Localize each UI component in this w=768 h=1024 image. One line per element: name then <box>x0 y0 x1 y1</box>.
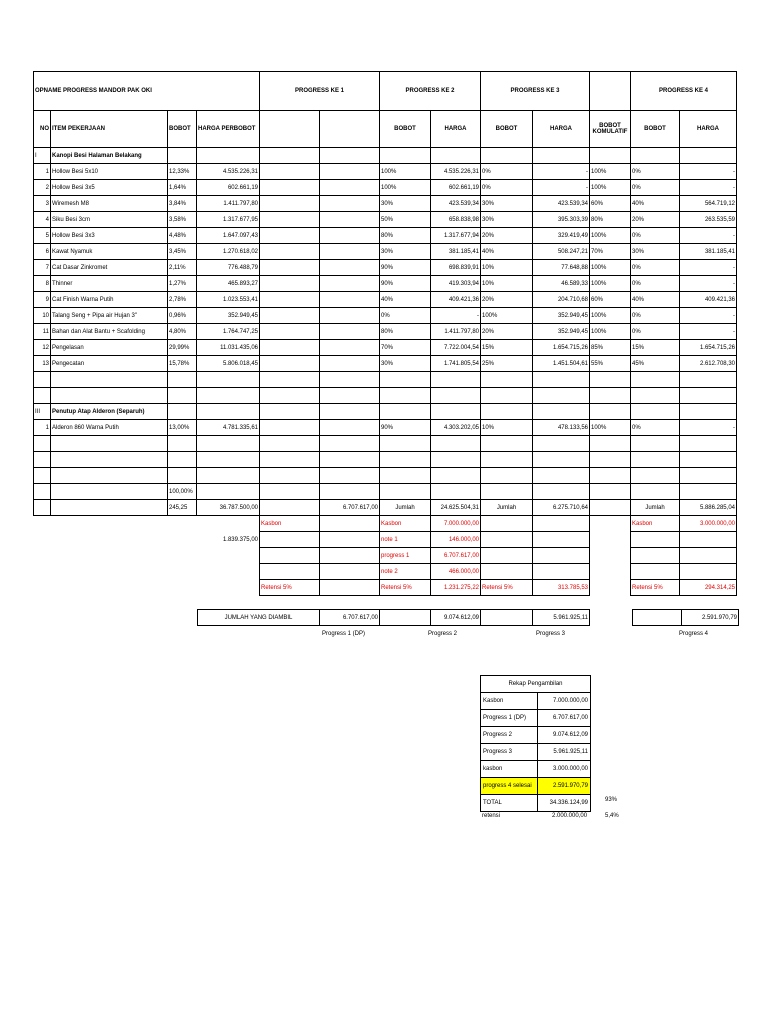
rekap-value: 3.000.000,00 <box>538 761 591 778</box>
rekap-retensi-value: 2.000.000,00 <box>552 813 588 819</box>
cell-no: 12 <box>34 340 51 356</box>
rekap-row <box>481 710 591 727</box>
cell-hpb: 1.270.618,02 <box>197 244 260 260</box>
cell-p3h: 1.451.504,61 <box>533 356 590 372</box>
item-rows <box>34 164 737 372</box>
cell-p4h: 381.185,41 <box>680 244 737 260</box>
rekap-title: Rekap Pengambilan <box>481 676 591 693</box>
table-row <box>34 244 737 260</box>
cell-p3h: - <box>533 180 590 196</box>
cell-kom: 100% <box>590 324 631 340</box>
header-p3-harga: HARGA <box>533 111 590 148</box>
cell-kom: 100% <box>590 228 631 244</box>
table-row <box>34 324 737 340</box>
header-p4-bobot: BOBOT <box>631 111 680 148</box>
kasbon-value-p2: 7.000.000,00 <box>431 516 481 532</box>
table-row <box>34 164 737 180</box>
cell-p3b: 0% <box>481 180 533 196</box>
rekap-row <box>481 693 591 710</box>
cell-kom: 55% <box>590 356 631 372</box>
cell-kom: 60% <box>590 292 631 308</box>
rekap-label: Progress 1 (DP) <box>481 710 538 727</box>
cell-p3h: - <box>533 164 590 180</box>
cell-item: Thinner <box>51 276 168 292</box>
cell-p2h: 1.741.805,54 <box>431 356 481 372</box>
cell-p2h: 381.185,41 <box>431 244 481 260</box>
table-row <box>34 292 737 308</box>
label-progress-4: Progress 4 <box>679 631 709 637</box>
cell-item: Siku Besi 3cm <box>51 212 168 228</box>
label-progress-3: Progress 3 <box>536 631 566 637</box>
cell-p4h: - <box>680 164 737 180</box>
cell-p3h: 395.303,39 <box>533 212 590 228</box>
total-progress-2: 24.625.504,31 <box>431 500 481 516</box>
note-1-value: 146.000,00 <box>431 532 481 548</box>
cell-p3b: 0% <box>481 164 533 180</box>
opname-table <box>33 71 737 596</box>
cell-p4h: 564.719,12 <box>680 196 737 212</box>
cell-item: Kawat Nyamuk <box>51 244 168 260</box>
retensi-label-p1: Retensi 5% <box>260 580 320 596</box>
progress-1-note-label: progress 1 <box>380 548 431 564</box>
cell-no: 1 <box>34 164 51 180</box>
rekap-row <box>481 744 591 761</box>
cell-hpb: 1.317.677,95 <box>197 212 260 228</box>
cell-p3b: 20% <box>481 324 533 340</box>
cell-p4b: 0% <box>631 228 680 244</box>
note-2-label: note 2 <box>380 564 431 580</box>
jumlah-label-p4: Jumlah <box>631 500 680 516</box>
cell-item: Bahan dan Alat Bantu + Scafolding <box>51 324 168 340</box>
header-progress-4: PROGRESS KE 4 <box>631 72 737 111</box>
header-item: ITEM PEKERJAAN <box>51 111 168 148</box>
cell-p3b: 40% <box>481 244 533 260</box>
retensi-label-p2: Retensi 5% <box>380 580 431 596</box>
cell-p3b: 100% <box>481 308 533 324</box>
cell-p3h: 508.247,21 <box>533 244 590 260</box>
total-progress-1: 6.707.617,00 <box>320 500 380 516</box>
cell-p3b: 10% <box>481 260 533 276</box>
cell-p2b: 0% <box>380 308 431 324</box>
kasbon-value-p4: 3.000.000,00 <box>680 516 737 532</box>
cell-no: 10 <box>34 308 51 324</box>
cell-no: 4 <box>34 212 51 228</box>
spreadsheet <box>33 71 737 596</box>
kasbon-label-p4: Kasbon <box>631 516 680 532</box>
cell-item: Cat Finish Warna Putih <box>51 292 168 308</box>
cell-p3h: 77.648,88 <box>533 260 590 276</box>
header-progress-3: PROGRESS KE 3 <box>481 72 590 111</box>
jumlah-diambil-label: JUMLAH YANG DIAMBIL <box>198 610 320 626</box>
cell-p2b: 90% <box>380 276 431 292</box>
cell-hpb: 5.806.018,45 <box>197 356 260 372</box>
cell-p2h: 1.317.677,94 <box>431 228 481 244</box>
table-row <box>34 212 737 228</box>
cell-p2h: 698.839,91 <box>431 260 481 276</box>
section-2-title: Penutup Atap Alderon (Separuh) <box>51 404 168 420</box>
cell-no: 2 <box>34 180 51 196</box>
cell-p4b: 30% <box>631 244 680 260</box>
header-progress-1: PROGRESS KE 1 <box>260 72 380 111</box>
retensi-value-p4: 294.314,25 <box>680 580 737 596</box>
total-harga-perbobot: 36.787.500,00 <box>197 500 260 516</box>
rekap-total-pct: 93% <box>605 797 618 803</box>
cell-p3h: 1.654.715,26 <box>533 340 590 356</box>
harga-perbobot-extra: 1.839.375,00 <box>222 536 258 543</box>
table-row <box>34 308 737 324</box>
cell-p2h: 602.661,19 <box>431 180 481 196</box>
retensi-label-p4: Retensi 5% <box>631 580 680 596</box>
cell-p2b: 80% <box>380 324 431 340</box>
cell-p4h: 2.612.708,30 <box>680 356 737 372</box>
progress-1-note-value: 6.707.617,00 <box>431 548 481 564</box>
cell-item: Hollow Besi 3x5 <box>51 180 168 196</box>
cell-item: Cat Dasar Zinkromet <box>51 260 168 276</box>
cell-p3h: 329.419,49 <box>533 228 590 244</box>
table-row <box>34 356 737 372</box>
kasbon-label-p2: Kasbon <box>380 516 431 532</box>
cell-item: Pengelasan <box>51 340 168 356</box>
rekap-label: kasbon <box>481 761 538 778</box>
cell-p2b: 80% <box>380 228 431 244</box>
cell-p4h: - <box>680 180 737 196</box>
note-1-label: note 1 <box>380 532 431 548</box>
cell-p3b: 20% <box>481 292 533 308</box>
cell-bobot: 2,11% <box>168 260 197 276</box>
rekap-value: 7.000.000,00 <box>538 693 591 710</box>
cell-p2b: 100% <box>380 180 431 196</box>
table-row <box>34 180 737 196</box>
rekap-retensi-label: retensi <box>482 813 501 819</box>
total-bobot-val: 245,25 <box>168 500 197 516</box>
cell-p3b: 30% <box>481 212 533 228</box>
diambil-p4: 2.591.970,79 <box>682 610 739 626</box>
cell-item: Pengecatan <box>51 356 168 372</box>
cell-p2b: 100% <box>380 164 431 180</box>
cell-p3h: 204.710,68 <box>533 292 590 308</box>
cell-p4b: 40% <box>631 292 680 308</box>
cell-no: 3 <box>34 196 51 212</box>
rekap-row <box>481 778 591 795</box>
table-row <box>34 340 737 356</box>
rekap-value: 9.074.612,09 <box>538 727 591 744</box>
cell-p3b: 25% <box>481 356 533 372</box>
cell-bobot: 12,33% <box>168 164 197 180</box>
rekap-value: 6.707.617,00 <box>538 710 591 727</box>
diambil-p1: 6.707.617,00 <box>320 610 380 626</box>
cell-p3b: 30% <box>481 196 533 212</box>
cell-p2h: 419.303,94 <box>431 276 481 292</box>
cell-p3b: 20% <box>481 228 533 244</box>
cell-no: 8 <box>34 276 51 292</box>
rekap-retensi-pct: 5,4% <box>605 813 619 819</box>
table-row: 1 Alderon 860 Warna Putih 13,00% 4.781.335,61 90% 4.303.202,05 10% 478.133,56 100% 0% - <box>34 420 737 436</box>
cell-p2h: 4.535.226,31 <box>431 164 481 180</box>
cell-bobot: 4,48% <box>168 228 197 244</box>
cell-item: Wiremesh M8 <box>51 196 168 212</box>
rekap-label: progress 4 selesai <box>481 778 538 795</box>
cell-hpb: 352.949,45 <box>197 308 260 324</box>
total-progress-3: 6.275.710,64 <box>533 500 590 516</box>
cell-item: Hollow Besi 5x10 <box>51 164 168 180</box>
table-row <box>34 276 737 292</box>
cell-no: 7 <box>34 260 51 276</box>
table-row <box>34 228 737 244</box>
cell-no: 9 <box>34 292 51 308</box>
cell-p2b: 70% <box>380 340 431 356</box>
cell-kom: 80% <box>590 212 631 228</box>
cell-item: Talang Seng + Pipa air Hujan 3" <box>51 308 168 324</box>
rekap-label: TOTAL <box>481 795 538 812</box>
cell-bobot: 29,99% <box>168 340 197 356</box>
cell-item: Hollow Besi 3x3 <box>51 228 168 244</box>
cell-hpb: 1.411.797,80 <box>197 196 260 212</box>
cell-p4b: 40% <box>631 196 680 212</box>
cell-p4b: 15% <box>631 340 680 356</box>
cell-p4b: 20% <box>631 212 680 228</box>
header-p3-bobot: BOBOT <box>481 111 533 148</box>
cell-p3h: 46.589,33 <box>533 276 590 292</box>
cell-hpb: 602.661,19 <box>197 180 260 196</box>
cell-p4h: 1.654.715,26 <box>680 340 737 356</box>
cell-hpb: 1.647.097,43 <box>197 228 260 244</box>
rekap-row <box>481 761 591 778</box>
jumlah-label-p3: Jumlah <box>481 500 533 516</box>
cell-hpb: 1.764.747,25 <box>197 324 260 340</box>
cell-p3h: 352.949,45 <box>533 308 590 324</box>
cell-hpb: 465.893,27 <box>197 276 260 292</box>
cell-p2b: 30% <box>380 244 431 260</box>
header-progress-2: PROGRESS KE 2 <box>380 72 481 111</box>
cell-bobot: 1,27% <box>168 276 197 292</box>
note-2-value: 466.000,00 <box>431 564 481 580</box>
cell-p2b: 30% <box>380 196 431 212</box>
totals-row <box>34 500 737 516</box>
cell-bobot: 3,84% <box>168 196 197 212</box>
header-harga-perbobot: HARGA PERBOBOT <box>197 111 260 148</box>
cell-p2b: 30% <box>380 356 431 372</box>
cell-p3h: 423.539,34 <box>533 196 590 212</box>
header-bobot: BOBOT <box>168 111 197 148</box>
cell-kom: 70% <box>590 244 631 260</box>
cell-p4h: 263.535,59 <box>680 212 737 228</box>
diambil-p3: 5.961.925,11 <box>533 610 590 626</box>
cell-p4h: 409.421,36 <box>680 292 737 308</box>
rekap-label: Kasbon <box>481 693 538 710</box>
header-p4-harga: HARGA <box>680 111 737 148</box>
header-no: NO <box>34 111 51 148</box>
retensi-value-p3: 313.785,53 <box>533 580 590 596</box>
section-1-title: Kanopi Besi Halaman Belakang <box>51 148 168 164</box>
cell-p4b: 0% <box>631 164 680 180</box>
cell-p4h: - <box>680 308 737 324</box>
table-row <box>34 260 737 276</box>
rekap-pengambilan-table <box>480 675 591 812</box>
cell-p3b: 15% <box>481 340 533 356</box>
diambil-p2: 9.074.612,09 <box>431 610 481 626</box>
header-bobot-komulatif: BOBOT KOMULATIF <box>590 111 631 148</box>
header-p2-bobot: BOBOT <box>380 111 431 148</box>
cell-p2h: - <box>431 308 481 324</box>
kasbon-label-p1: Kasbon <box>260 516 320 532</box>
cell-no: 13 <box>34 356 51 372</box>
cell-kom: 100% <box>590 260 631 276</box>
sheet-title: OPNAME PROGRESS MANDOR PAK OKI <box>34 72 260 111</box>
cell-kom: 100% <box>590 276 631 292</box>
cell-bobot: 3,45% <box>168 244 197 260</box>
cell-p4b: 0% <box>631 324 680 340</box>
cell-bobot: 3,58% <box>168 212 197 228</box>
cell-p3b: 10% <box>481 276 533 292</box>
cell-p4b: 45% <box>631 356 680 372</box>
cell-p2b: 50% <box>380 212 431 228</box>
cell-kom: 60% <box>590 196 631 212</box>
cell-p2h: 423.539,34 <box>431 196 481 212</box>
rekap-row <box>481 795 591 812</box>
cell-p2b: 40% <box>380 292 431 308</box>
cell-p2h: 1.411.797,80 <box>431 324 481 340</box>
cell-p4b: 0% <box>631 276 680 292</box>
jumlah-diambil-p4-table <box>632 609 739 626</box>
cell-kom: 100% <box>590 308 631 324</box>
cell-bobot: 4,80% <box>168 324 197 340</box>
section-2-no: III <box>34 404 51 420</box>
cell-bobot: 15,78% <box>168 356 197 372</box>
cell-hpb: 4.535.226,31 <box>197 164 260 180</box>
header-p2-harga: HARGA <box>431 111 481 148</box>
total-progress-4: 5.886.285,04 <box>680 500 737 516</box>
cell-p2h: 409.421,36 <box>431 292 481 308</box>
jumlah-label-p2: Jumlah <box>380 500 431 516</box>
cell-p3h: 352.949,45 <box>533 324 590 340</box>
cell-kom: 100% <box>590 180 631 196</box>
cell-p2h: 658.838,98 <box>431 212 481 228</box>
cell-p2h: 7.722.004,54 <box>431 340 481 356</box>
table-row <box>34 196 737 212</box>
rekap-value: 2.591.970,79 <box>538 778 591 795</box>
cell-hpb: 1.023.553,41 <box>197 292 260 308</box>
cell-p4h: - <box>680 228 737 244</box>
label-progress-2: Progress 2 <box>428 631 458 637</box>
retensi-value-p2: 1.231.275,22 <box>431 580 481 596</box>
rekap-value: 5.961.925,11 <box>538 744 591 761</box>
cell-p4b: 0% <box>631 308 680 324</box>
rekap-row <box>481 727 591 744</box>
rekap-label: Progress 2 <box>481 727 538 744</box>
cell-kom: 85% <box>590 340 631 356</box>
jumlah-diambil-table <box>197 609 590 626</box>
retensi-label-p3: Retensi 5% <box>481 580 533 596</box>
cell-bobot: 1,64% <box>168 180 197 196</box>
cell-p4b: 0% <box>631 260 680 276</box>
cell-kom: 100% <box>590 164 631 180</box>
rekap-value: 34.336.124,99 <box>538 795 591 812</box>
section-1-no: I <box>34 148 51 164</box>
cell-hpb: 11.031.435,06 <box>197 340 260 356</box>
cell-hpb: 776.488,79 <box>197 260 260 276</box>
cell-p4b: 0% <box>631 180 680 196</box>
cell-no: 11 <box>34 324 51 340</box>
cell-p4h: - <box>680 276 737 292</box>
cell-no: 6 <box>34 244 51 260</box>
cell-bobot: 2,78% <box>168 292 197 308</box>
label-progress-1-dp: Progress 1 (DP) <box>322 631 366 637</box>
cell-bobot: 0,96% <box>168 308 197 324</box>
rekap-label: Progress 3 <box>481 744 538 761</box>
cell-p2b: 90% <box>380 260 431 276</box>
cell-no: 5 <box>34 228 51 244</box>
cell-p4h: - <box>680 260 737 276</box>
cell-p4h: - <box>680 324 737 340</box>
total-bobot-pct: 100,00% <box>168 484 197 500</box>
